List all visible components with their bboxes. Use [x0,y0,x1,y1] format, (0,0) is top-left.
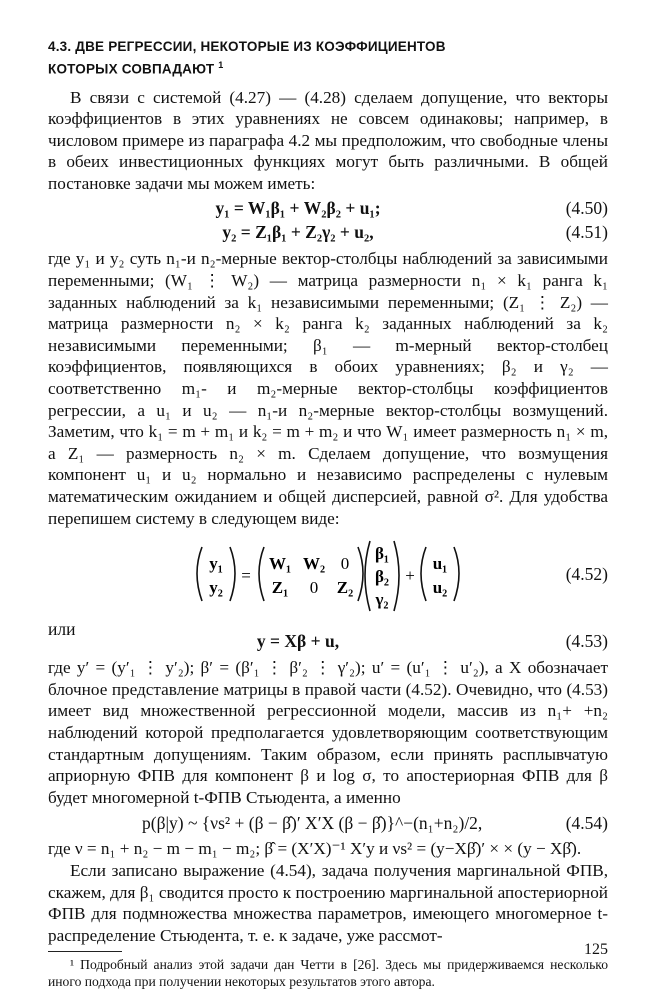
footnote-mark: 1 [218,60,224,70]
equation-number: (4.51) [565,222,608,243]
u-entry-2: u₂ [432,578,448,598]
beta-entry-3: γ₂ [375,590,389,610]
equation-number: (4.50) [565,198,608,219]
equation-body: y = Xβ + u, [256,631,340,652]
plus-sign: + [405,566,415,586]
u-entry-1: u₁ [432,554,448,574]
footnote: ¹ Подробный анализ этой задачи дан Четти в [26]. Здесь мы придерживаемся несколько иного подхода при получении некоторых результатов этого автора. [48,957,608,990]
equation-number: (4.54) [565,813,608,834]
matrix-cell-1-3: 0 [340,554,350,574]
lhs-entry-1: y₁ [209,554,223,574]
equals-sign: = [241,566,251,586]
equation-4-54 [48,810,608,836]
matrix-cell-2-3: Z₂ [336,578,354,598]
lhs-entry-2: y₂ [209,578,223,598]
equation-4-53 [48,619,608,652]
paragraph-intro: В связи с системой (4.27) — (4.28) сделаем допущение, что векторы коэффициентов в этих уравнениях не совсем одинаковы; например, в числовом примере из параграфа 4.2 мы предположим, что свободные члены в обеих инвестиционных функциях могут быть различными. В общей постановке задачи мы можем иметь: [48,87,608,193]
equation-number: (4.53) [565,631,608,652]
matrix-cell-1-2: W₂ [302,554,326,574]
equation-number: (4.52) [565,564,608,585]
page-number: 125 [584,941,608,958]
word-ili: или [48,619,76,640]
block-matrix-equation [188,539,488,613]
page-content [48,38,608,990]
section-heading [48,38,608,79]
section-heading-text: КОТОРЫХ СОВПАДАЮТ [48,61,215,77]
paragraph-marginal: Если записано выражение (4.54), задача получения маргинальной ФПВ, скажем, для β₁ сводится просто к построению маргинальной апостериорной ФПВ для подмножества множества параметров, имеющего многомерное t-распределение Стьюдента, т. е. к задаче, уже рассмот- [48,860,608,945]
equation-body: y₂ = Z₁β₁ + Z₂γ₂ + u₂, [222,222,374,243]
matrix-cell-2-1: Z₁ [271,578,289,598]
paragraph-definitions: где y₁ и y₂ суть n₁-и n₂-мерные вектор-столбцы наблюдений за зависимыми переменными; (W₁ ⋮ W₂) — матрица размерности n₁ × k₁ ранга k₁ заданных наблюдений за k₁ независимыми переменными; (Z₁ ⋮ Z₂) — матрица размерности n₂ × k₂ ранга k₂ заданных наблюдений за k₂ независимыми переменными; β₁ — m-мерный вектор-столбец коэффициентов, появляющихся в обоих уравнениях; β₂ и γ₂ — соответственно m₁- и m₂-мерные вектор-столбцы коэффициентов регрессии, а u₁ и u₂ — n₁-и n₂-мерные вектор-столбцы возмущений. Заметим, что k₁ = m + m₁ и k₂ = m + m₂ и что W₁ имеет размерность n₁ × m, а Z₁ — размерность n₂ × m. Сделаем допущение, что возмущения компонент u₁ и u₂ нормально и независимо распределены с нулевым математическим ожиданием и общей дисперсией, равной σ². Для удобства перепишем систему в следующем виде: [48,249,608,528]
section-heading-line-2 [48,56,608,79]
equation-body: p(β|y) ~ {νs² + (β − β̂)′ X′X (β − β̂)}^−(n₁+n₂)/2, [142,813,483,834]
section-heading-line-1: 4.3. ДВЕ РЕГРЕССИИ, НЕКОТОРЫЕ ИЗ КОЭФФИЦИЕНТОВ [48,39,446,54]
equation-body: y₁ = W₁β₁ + W₂β₂ + u₁; [215,198,381,219]
matrix-cell-2-2: 0 [309,578,319,598]
equation-4-50 [48,196,608,220]
beta-entry-1: β₁ [374,544,390,564]
equation-4-52 [48,539,608,613]
paragraph-nu-definition: где ν = n₁ + n₂ − m − m₁ − m₂; β̂ = (X′X)⁻¹ X′y и νs² = (y−Xβ̂)′ × × (y − Xβ̂). [48,839,582,859]
equation-4-51 [48,220,608,244]
footnote-rule [48,951,122,952]
paragraph-model: где y′ = (y′₁ ⋮ y′₂); β′ = (β′₁ ⋮ β′₂ ⋮ γ′₂); u′ = (u′₁ ⋮ u′₂), а X обозначает блочное представление матрицы в правой части (4.52). Очевидно, что (4.53) имеет вид множественной регрессионной модели, массив из n₁+ +n₂ наблюдений которой предполагается удовлетворяющим соответствующим стандартным допущениям. Таким образом, если принять расплывчатую априорную ФПВ для компонент β и log σ, то апостериорная ФПВ для β будет многомерной t-ФПВ Стьюдента, а именно [48,658,608,807]
matrix-cell-1-1: W₁ [268,554,292,574]
beta-entry-2: β₂ [374,567,390,587]
